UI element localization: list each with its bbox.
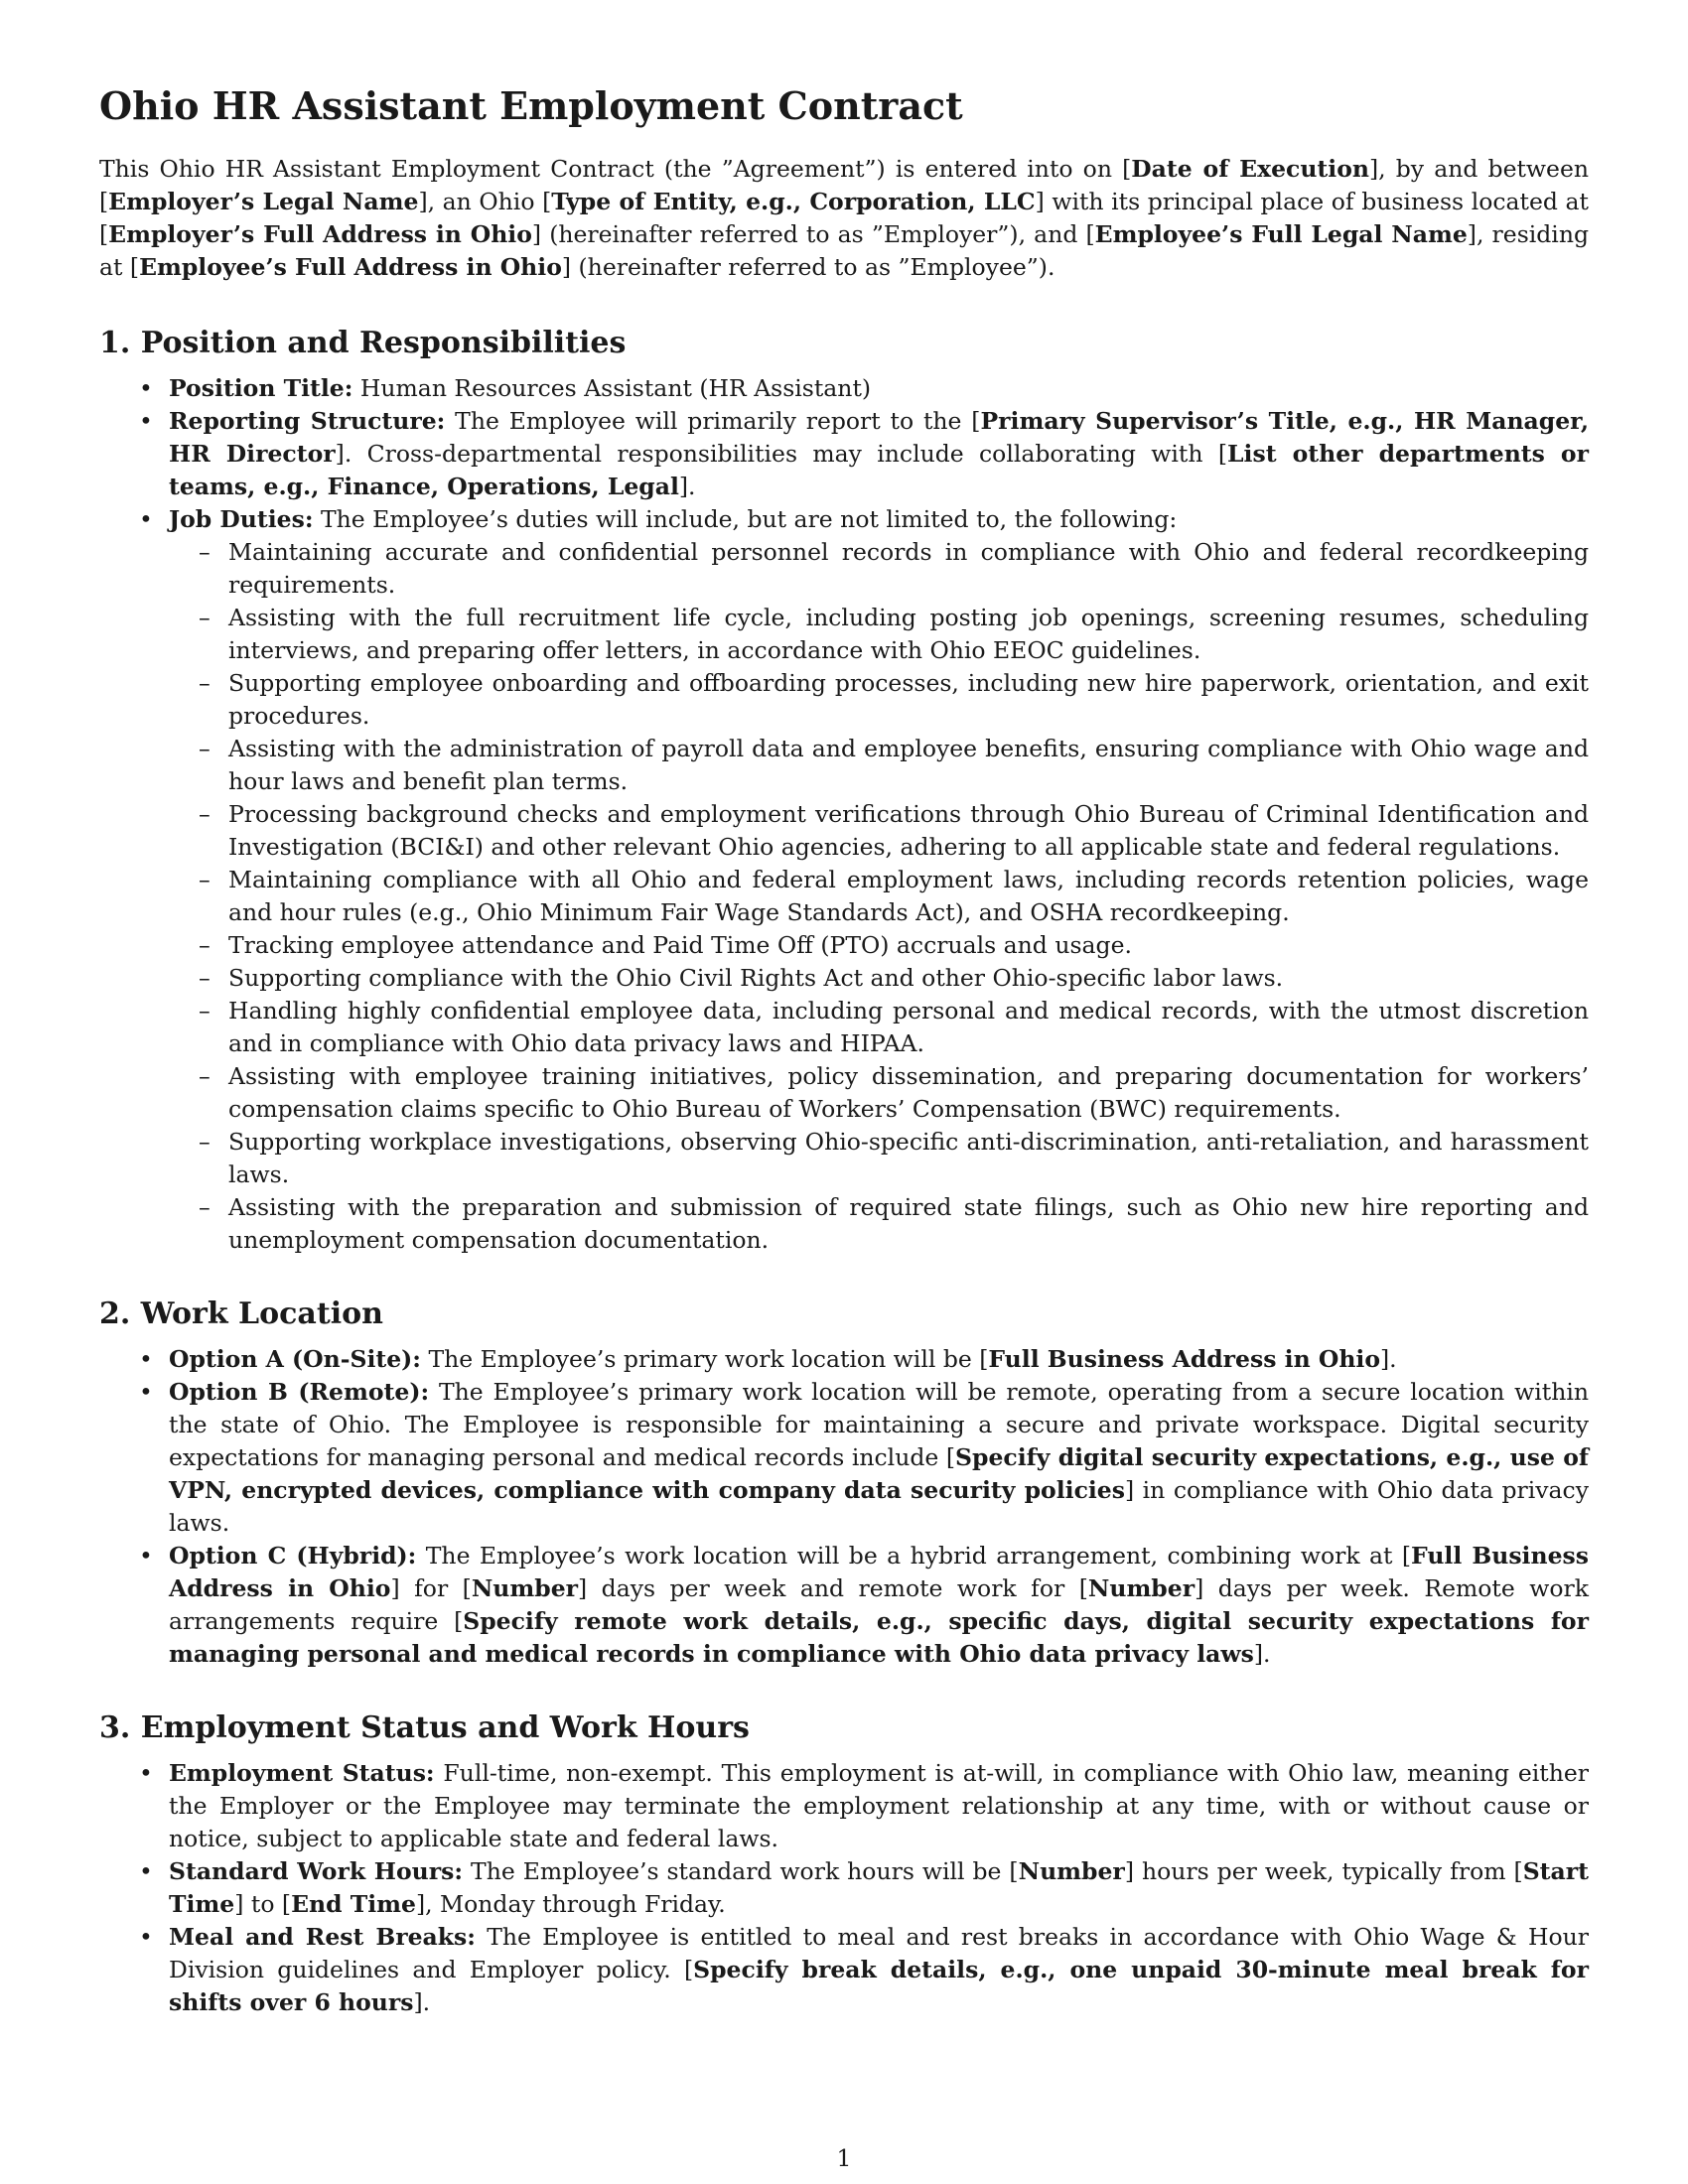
list-item: – Maintaining accurate and confidential personnel records in compliance with Ohio and federal recordkeeping requirements.	[228, 536, 1589, 602]
section-work-location	[99, 1295, 1589, 1671]
list-item-job-duties: • Job Duties: The Employee’s duties will include, but are not limited to, the following: – Maintaining accurate and confidential personnel records in compliance with Ohio and federal recordkeeping requirements. – Assisting with the full recruitment life cycle, including posting job openings, screening resumes, scheduling interviews, and preparing offer letters, in accordance with Ohio EEOC guidelines. – Supporting employee onboarding and offboarding processes, including new hire paperwork, orientation, and exit procedures. – Assisting with the administration of payroll data and employee benefits, ensuring compliance with Ohio wage and hour laws and benefit plan terms. – Processing background checks and employment verifications through Ohio Bureau of Criminal Identification and Investigation (BCI&I) and other relevant Ohio agencies, adhering to all applicable state and federal regulations. – Maintaining compliance with all Ohio and federal employment laws, including records retention policies, wage and hour rules (e.g., Ohio Minimum Fair Wage Standards Act), and OSHA recordkeeping. – Tracking employee attendance and Paid Time Off (PTO) accruals and usage. – Supporting compliance with the Ohio Civil Rights Act and other Ohio-specific labor laws. – Handling highly confidential employee data, including personal and medical records, with the utmost discretion and in compliance with Ohio data privacy laws and HIPAA. – Assisting with employee training initiatives, policy dissemination, and preparing documentation for workers’ compensation claims specific to Ohio Bureau of Workers’ Compensation (BWC) requirements. – Supporting workplace investigations, observing Ohio-specific anti-discrimination, anti-retaliation, and harassment laws. – Assisting with the preparation and submission of required state filings, such as Ohio new hire reporting and unemployment compensation documentation.	[169, 503, 1589, 1257]
list-item-option-a: • Option A (On-Site): The Employee’s primary work location will be [Full Business Address in Ohio].	[169, 1343, 1589, 1376]
list-item: – Supporting employee onboarding and offboarding processes, including new hire paperwork, orientation, and exit procedures.	[228, 667, 1589, 733]
list-item: – Maintaining compliance with all Ohio and federal employment laws, including records retention policies, wage and hour rules (e.g., Ohio Minimum Fair Wage Standards Act), and OSHA recordkeeping.	[228, 864, 1589, 929]
page-number: 1	[836, 2144, 852, 2172]
list-item-position-title: • Position Title: Human Resources Assistant (HR Assistant)	[169, 372, 1589, 405]
list-item: – Handling highly confidential employee data, including personal and medical records, with the utmost discretion and in compliance with Ohio data privacy laws and HIPAA.	[228, 995, 1589, 1060]
bullet-list	[99, 372, 1589, 1257]
section-heading: 2. Work Location	[99, 1296, 383, 1331]
list-item-option-b: • Option B (Remote): The Employee’s primary work location will be remote, operating from a secure location within the state of Ohio. The Employee is responsible for maintaining a secure and private workspace. Digital security expectations for managing personal and medical records include [Specify digital security expectations, e.g., use of VPN, encrypted devices, compliance with company data security policies] in compliance with Ohio data privacy laws.	[169, 1376, 1589, 1540]
list-item: – Supporting workplace investigations, observing Ohio-specific anti-discrimination, anti-retaliation, and harassment laws.	[228, 1126, 1589, 1191]
section-position-responsibilities	[99, 324, 1589, 1257]
list-item-reporting-structure: • Reporting Structure: The Employee will primarily report to the [Primary Supervisor’s Title, e.g., HR Manager, HR Director]. Cross-departmental responsibilities may include collaborating with [List other departments or teams, e.g., Finance, Operations, Legal].	[169, 405, 1589, 503]
bullet-list	[99, 1757, 1589, 2019]
list-item: – Assisting with the full recruitment life cycle, including posting job openings, screening resumes, scheduling interviews, and preparing offer letters, in accordance with Ohio EEOC guidelines.	[228, 602, 1589, 667]
intro-paragraph: This Ohio HR Assistant Employment Contract (the ”Agreement”) is entered into on [Date of Execution], by and between [Employer’s Legal Name], an Ohio [Type of Entity, e.g., Corporation, LLC] with its principal place of business located at [Employer’s Full Address in Ohio] (hereinafter referred to as ”Employer”), and [Employee’s Full Legal Name], residing at [Employee’s Full Address in Ohio] (hereinafter referred to as ”Employee”).	[99, 154, 1590, 281]
list-item: – Assisting with employee training initiatives, policy dissemination, and preparing documentation for workers’ compensation claims specific to Ohio Bureau of Workers’ Compensation (BWC) requirements.	[228, 1060, 1589, 1126]
section-heading: 3. Employment Status and Work Hours	[99, 1709, 750, 1745]
list-item: – Tracking employee attendance and Paid Time Off (PTO) accruals and usage.	[228, 929, 1589, 962]
bullet-list	[99, 1343, 1589, 1671]
page-title: Ohio HR Assistant Employment Contract	[99, 83, 963, 128]
list-item: – Supporting compliance with the Ohio Civil Rights Act and other Ohio-specific labor laws.	[228, 962, 1589, 995]
section-employment-status	[99, 1708, 1589, 2019]
list-item-standard-work-hours: • Standard Work Hours: The Employee’s standard work hours will be [Number] hours per week, typically from [Start Time] to [End Time], Monday through Friday.	[169, 1855, 1589, 1921]
document-page	[99, 83, 1589, 2057]
section-heading: 1. Position and Responsibilities	[99, 325, 627, 360]
list-item-meal-rest-breaks: • Meal and Rest Breaks: The Employee is entitled to meal and rest breaks in accordance with Ohio Wage & Hour Division guidelines and Employer policy. [Specify break details, e.g., one unpaid 30-minute meal break for shifts over 6 hours].	[169, 1921, 1589, 2019]
list-item-employment-status: • Employment Status: Full-time, non-exempt. This employment is at-will, in compliance with Ohio law, meaning either the Employer or the Employee may terminate the employment relationship at any time, with or without cause or notice, subject to applicable state and federal laws.	[169, 1757, 1589, 1855]
list-item-option-c: • Option C (Hybrid): The Employee’s work location will be a hybrid arrangement, combining work at [Full Business Address in Ohio] for [Number] days per week and remote work for [Number] days per week. Remote work arrangements require [Specify remote work details, e.g., specific days, digital security expectations for managing personal and medical records in compliance with Ohio data privacy laws].	[169, 1540, 1589, 1671]
list-item: – Assisting with the administration of payroll data and employee benefits, ensuring compliance with Ohio wage and hour laws and benefit plan terms.	[228, 733, 1589, 798]
list-item: – Assisting with the preparation and submission of required state filings, such as Ohio new hire reporting and unemployment compensation documentation.	[228, 1191, 1589, 1257]
job-duties-list	[169, 536, 1589, 1257]
list-item: – Processing background checks and employment verifications through Ohio Bureau of Criminal Identification and Investigation (BCI&I) and other relevant Ohio agencies, adhering to all applicable state and federal regulations.	[228, 798, 1589, 864]
